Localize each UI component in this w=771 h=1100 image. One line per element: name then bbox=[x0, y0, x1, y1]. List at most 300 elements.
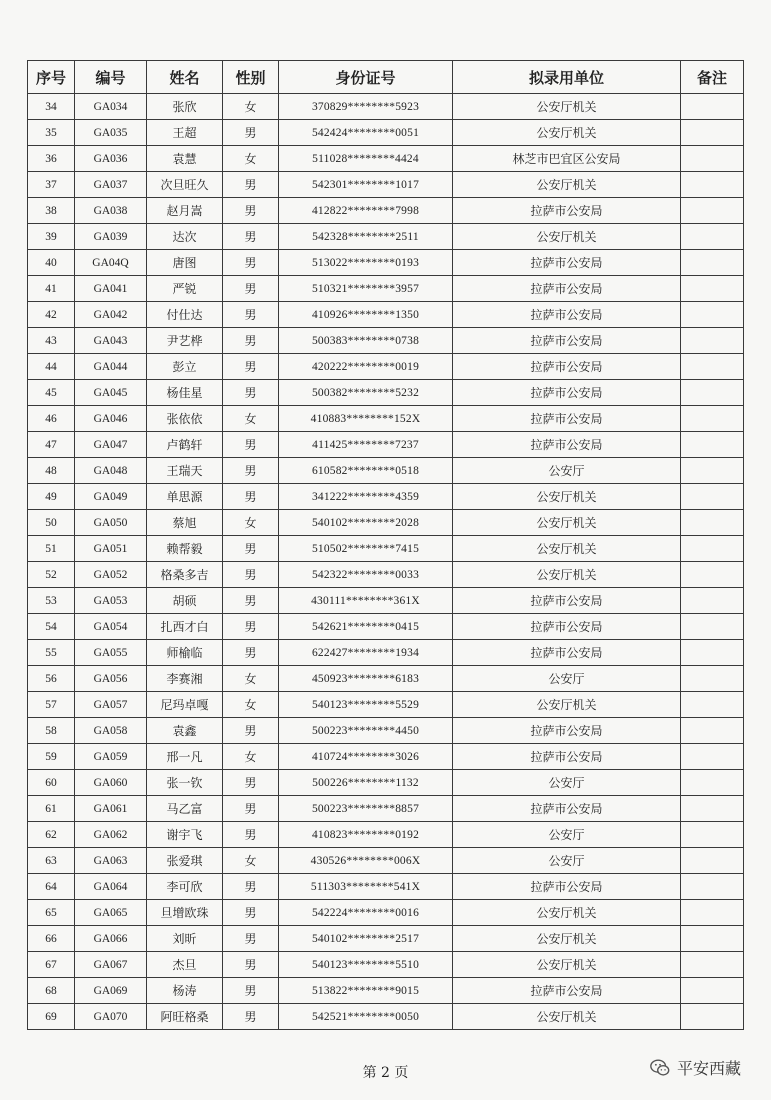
table-row bbox=[28, 302, 744, 328]
cell-unit: 公安厅机关 bbox=[453, 172, 681, 198]
cell-name: 王瑞天 bbox=[147, 458, 223, 484]
cell-name: 王超 bbox=[147, 120, 223, 146]
cell-idcard: 622427********1934 bbox=[279, 640, 453, 666]
cell-gender: 男 bbox=[223, 1004, 279, 1030]
cell-gender: 男 bbox=[223, 484, 279, 510]
cell-remarks bbox=[681, 1004, 744, 1030]
watermark bbox=[649, 1056, 741, 1079]
cell-remarks bbox=[681, 848, 744, 874]
table-row bbox=[28, 172, 744, 198]
cell-gender: 男 bbox=[223, 276, 279, 302]
cell-code: GA035 bbox=[75, 120, 147, 146]
cell-unit: 拉萨市公安局 bbox=[453, 328, 681, 354]
table-row bbox=[28, 94, 744, 120]
cell-name: 邢一凡 bbox=[147, 744, 223, 770]
cell-name: 单思源 bbox=[147, 484, 223, 510]
cell-idcard: 510502********7415 bbox=[279, 536, 453, 562]
table-row bbox=[28, 276, 744, 302]
cell-name: 赖帮毅 bbox=[147, 536, 223, 562]
cell-remarks bbox=[681, 536, 744, 562]
cell-gender: 男 bbox=[223, 536, 279, 562]
cell-code: GA051 bbox=[75, 536, 147, 562]
cell-seq: 43 bbox=[28, 328, 75, 354]
cell-remarks bbox=[681, 146, 744, 172]
cell-name: 唐图 bbox=[147, 250, 223, 276]
cell-code: GA066 bbox=[75, 926, 147, 952]
cell-unit: 公安厅机关 bbox=[453, 94, 681, 120]
table-row bbox=[28, 614, 744, 640]
cell-remarks bbox=[681, 198, 744, 224]
cell-seq: 65 bbox=[28, 900, 75, 926]
cell-unit: 拉萨市公安局 bbox=[453, 276, 681, 302]
cell-seq: 48 bbox=[28, 458, 75, 484]
cell-unit: 公安厅机关 bbox=[453, 952, 681, 978]
cell-code: GA056 bbox=[75, 666, 147, 692]
cell-idcard: 540102********2028 bbox=[279, 510, 453, 536]
cell-name: 张一钦 bbox=[147, 770, 223, 796]
cell-code: GA057 bbox=[75, 692, 147, 718]
cell-remarks bbox=[681, 328, 744, 354]
table-row bbox=[28, 822, 744, 848]
cell-name: 扎西才白 bbox=[147, 614, 223, 640]
cell-gender: 男 bbox=[223, 640, 279, 666]
cell-gender: 女 bbox=[223, 406, 279, 432]
cell-code: GA049 bbox=[75, 484, 147, 510]
cell-idcard: 513022********0193 bbox=[279, 250, 453, 276]
table-row bbox=[28, 926, 744, 952]
cell-seq: 57 bbox=[28, 692, 75, 718]
cell-idcard: 410724********3026 bbox=[279, 744, 453, 770]
table-header-row bbox=[28, 61, 744, 94]
cell-remarks bbox=[681, 874, 744, 900]
cell-code: GA045 bbox=[75, 380, 147, 406]
cell-idcard: 511028********4424 bbox=[279, 146, 453, 172]
cell-remarks bbox=[681, 302, 744, 328]
cell-seq: 49 bbox=[28, 484, 75, 510]
cell-idcard: 500223********8857 bbox=[279, 796, 453, 822]
cell-name: 杨佳星 bbox=[147, 380, 223, 406]
cell-code: GA054 bbox=[75, 614, 147, 640]
cell-unit: 拉萨市公安局 bbox=[453, 744, 681, 770]
cell-unit: 拉萨市公安局 bbox=[453, 718, 681, 744]
cell-gender: 男 bbox=[223, 952, 279, 978]
cell-idcard: 610582********0518 bbox=[279, 458, 453, 484]
cell-name: 刘昕 bbox=[147, 926, 223, 952]
cell-seq: 45 bbox=[28, 380, 75, 406]
cell-unit: 拉萨市公安局 bbox=[453, 614, 681, 640]
header-gender: 性别 bbox=[223, 61, 279, 94]
cell-idcard: 542521********0050 bbox=[279, 1004, 453, 1030]
cell-gender: 男 bbox=[223, 198, 279, 224]
cell-unit: 拉萨市公安局 bbox=[453, 302, 681, 328]
table-row bbox=[28, 1004, 744, 1030]
cell-idcard: 540123********5510 bbox=[279, 952, 453, 978]
cell-remarks bbox=[681, 770, 744, 796]
cell-idcard: 542322********0033 bbox=[279, 562, 453, 588]
table-row bbox=[28, 510, 744, 536]
cell-seq: 34 bbox=[28, 94, 75, 120]
cell-remarks bbox=[681, 120, 744, 146]
cell-seq: 58 bbox=[28, 718, 75, 744]
cell-name: 李可欣 bbox=[147, 874, 223, 900]
header-unit: 拟录用单位 bbox=[453, 61, 681, 94]
cell-remarks bbox=[681, 614, 744, 640]
cell-remarks bbox=[681, 952, 744, 978]
cell-gender: 男 bbox=[223, 874, 279, 900]
cell-remarks bbox=[681, 718, 744, 744]
table-row bbox=[28, 120, 744, 146]
cell-seq: 44 bbox=[28, 354, 75, 380]
cell-name: 蔡旭 bbox=[147, 510, 223, 536]
table-row bbox=[28, 588, 744, 614]
cell-name: 卢鹤轩 bbox=[147, 432, 223, 458]
table-row bbox=[28, 666, 744, 692]
cell-seq: 63 bbox=[28, 848, 75, 874]
cell-code: GA067 bbox=[75, 952, 147, 978]
table-row bbox=[28, 484, 744, 510]
cell-code: GA042 bbox=[75, 302, 147, 328]
cell-remarks bbox=[681, 406, 744, 432]
cell-unit: 拉萨市公安局 bbox=[453, 380, 681, 406]
cell-idcard: 500383********0738 bbox=[279, 328, 453, 354]
cell-gender: 男 bbox=[223, 432, 279, 458]
cell-code: GA050 bbox=[75, 510, 147, 536]
cell-idcard: 410926********1350 bbox=[279, 302, 453, 328]
cell-seq: 50 bbox=[28, 510, 75, 536]
cell-name: 李赛湘 bbox=[147, 666, 223, 692]
cell-seq: 51 bbox=[28, 536, 75, 562]
cell-unit: 拉萨市公安局 bbox=[453, 198, 681, 224]
table-row bbox=[28, 354, 744, 380]
cell-idcard: 412822********7998 bbox=[279, 198, 453, 224]
cell-gender: 男 bbox=[223, 926, 279, 952]
cell-remarks bbox=[681, 458, 744, 484]
cell-code: GA044 bbox=[75, 354, 147, 380]
cell-seq: 52 bbox=[28, 562, 75, 588]
cell-unit: 拉萨市公安局 bbox=[453, 406, 681, 432]
cell-idcard: 513822********9015 bbox=[279, 978, 453, 1004]
cell-idcard: 450923********6183 bbox=[279, 666, 453, 692]
cell-remarks bbox=[681, 562, 744, 588]
header-remarks: 备注 bbox=[681, 61, 744, 94]
cell-idcard: 540123********5529 bbox=[279, 692, 453, 718]
cell-remarks bbox=[681, 510, 744, 536]
cell-unit: 拉萨市公安局 bbox=[453, 432, 681, 458]
table-row bbox=[28, 796, 744, 822]
cell-code: GA048 bbox=[75, 458, 147, 484]
cell-idcard: 420222********0019 bbox=[279, 354, 453, 380]
header-id-number: 身份证号 bbox=[279, 61, 453, 94]
cell-idcard: 540102********2517 bbox=[279, 926, 453, 952]
cell-unit: 公安厅 bbox=[453, 848, 681, 874]
cell-remarks bbox=[681, 926, 744, 952]
cell-remarks bbox=[681, 172, 744, 198]
cell-code: GA043 bbox=[75, 328, 147, 354]
cell-remarks bbox=[681, 666, 744, 692]
cell-idcard: 510321********3957 bbox=[279, 276, 453, 302]
cell-gender: 男 bbox=[223, 302, 279, 328]
cell-gender: 男 bbox=[223, 328, 279, 354]
cell-seq: 46 bbox=[28, 406, 75, 432]
cell-gender: 男 bbox=[223, 380, 279, 406]
cell-name: 严锐 bbox=[147, 276, 223, 302]
cell-remarks bbox=[681, 484, 744, 510]
cell-seq: 39 bbox=[28, 224, 75, 250]
cell-code: GA063 bbox=[75, 848, 147, 874]
cell-remarks bbox=[681, 250, 744, 276]
cell-seq: 66 bbox=[28, 926, 75, 952]
cell-seq: 54 bbox=[28, 614, 75, 640]
cell-code: GA038 bbox=[75, 198, 147, 224]
cell-idcard: 430526********006X bbox=[279, 848, 453, 874]
cell-unit: 拉萨市公安局 bbox=[453, 354, 681, 380]
table-row bbox=[28, 380, 744, 406]
cell-name: 赵月嵩 bbox=[147, 198, 223, 224]
table-row bbox=[28, 536, 744, 562]
cell-code: GA04Q bbox=[75, 250, 147, 276]
header-name: 姓名 bbox=[147, 61, 223, 94]
cell-name: 杨涛 bbox=[147, 978, 223, 1004]
cell-name: 袁鑫 bbox=[147, 718, 223, 744]
cell-gender: 男 bbox=[223, 900, 279, 926]
cell-seq: 62 bbox=[28, 822, 75, 848]
cell-name: 谢宇飞 bbox=[147, 822, 223, 848]
cell-code: GA062 bbox=[75, 822, 147, 848]
cell-code: GA036 bbox=[75, 146, 147, 172]
watermark-text: 平安西藏 bbox=[676, 1059, 741, 1078]
cell-seq: 36 bbox=[28, 146, 75, 172]
cell-code: GA041 bbox=[75, 276, 147, 302]
cell-name: 胡硕 bbox=[147, 588, 223, 614]
cell-code: GA047 bbox=[75, 432, 147, 458]
cell-unit: 公安厅机关 bbox=[453, 692, 681, 718]
cell-gender: 女 bbox=[223, 744, 279, 770]
roster-table bbox=[27, 60, 744, 1030]
header-seq: 序号 bbox=[28, 61, 75, 94]
cell-idcard: 542424********0051 bbox=[279, 120, 453, 146]
cell-code: GA061 bbox=[75, 796, 147, 822]
cell-unit: 公安厅 bbox=[453, 770, 681, 796]
cell-seq: 69 bbox=[28, 1004, 75, 1030]
cell-seq: 37 bbox=[28, 172, 75, 198]
table-row bbox=[28, 718, 744, 744]
cell-code: GA059 bbox=[75, 744, 147, 770]
table-row bbox=[28, 146, 744, 172]
cell-gender: 男 bbox=[223, 562, 279, 588]
cell-code: GA039 bbox=[75, 224, 147, 250]
table-row bbox=[28, 406, 744, 432]
cell-gender: 女 bbox=[223, 94, 279, 120]
page-number: 第 2 页 bbox=[362, 1065, 409, 1081]
cell-idcard: 542301********1017 bbox=[279, 172, 453, 198]
cell-gender: 女 bbox=[223, 692, 279, 718]
cell-name: 达次 bbox=[147, 224, 223, 250]
cell-idcard: 542621********0415 bbox=[279, 614, 453, 640]
cell-remarks bbox=[681, 796, 744, 822]
cell-unit: 公安厅机关 bbox=[453, 1004, 681, 1030]
cell-gender: 男 bbox=[223, 978, 279, 1004]
cell-code: GA070 bbox=[75, 1004, 147, 1030]
cell-name: 张欣 bbox=[147, 94, 223, 120]
cell-remarks bbox=[681, 900, 744, 926]
cell-unit: 公安厅机关 bbox=[453, 510, 681, 536]
cell-gender: 女 bbox=[223, 848, 279, 874]
cell-idcard: 410823********0192 bbox=[279, 822, 453, 848]
cell-code: GA052 bbox=[75, 562, 147, 588]
cell-name: 张爱琪 bbox=[147, 848, 223, 874]
cell-gender: 男 bbox=[223, 614, 279, 640]
cell-idcard: 511303********541X bbox=[279, 874, 453, 900]
cell-name: 尼玛卓嘎 bbox=[147, 692, 223, 718]
cell-seq: 68 bbox=[28, 978, 75, 1004]
cell-code: GA060 bbox=[75, 770, 147, 796]
cell-code: GA065 bbox=[75, 900, 147, 926]
cell-remarks bbox=[681, 588, 744, 614]
cell-gender: 女 bbox=[223, 666, 279, 692]
cell-gender: 男 bbox=[223, 796, 279, 822]
table-row bbox=[28, 432, 744, 458]
cell-name: 格桑多吉 bbox=[147, 562, 223, 588]
cell-code: GA064 bbox=[75, 874, 147, 900]
cell-seq: 35 bbox=[28, 120, 75, 146]
cell-seq: 42 bbox=[28, 302, 75, 328]
table-row bbox=[28, 848, 744, 874]
cell-seq: 60 bbox=[28, 770, 75, 796]
table-row bbox=[28, 874, 744, 900]
cell-code: GA053 bbox=[75, 588, 147, 614]
cell-seq: 38 bbox=[28, 198, 75, 224]
table-row bbox=[28, 952, 744, 978]
cell-seq: 61 bbox=[28, 796, 75, 822]
cell-seq: 64 bbox=[28, 874, 75, 900]
cell-remarks bbox=[681, 692, 744, 718]
cell-idcard: 370829********5923 bbox=[279, 94, 453, 120]
cell-unit: 拉萨市公安局 bbox=[453, 978, 681, 1004]
cell-gender: 男 bbox=[223, 250, 279, 276]
cell-gender: 男 bbox=[223, 822, 279, 848]
cell-name: 杰旦 bbox=[147, 952, 223, 978]
cell-gender: 男 bbox=[223, 172, 279, 198]
cell-idcard: 430111********361X bbox=[279, 588, 453, 614]
table-row bbox=[28, 770, 744, 796]
header-code: 编号 bbox=[75, 61, 147, 94]
table-row bbox=[28, 250, 744, 276]
cell-unit: 公安厅机关 bbox=[453, 224, 681, 250]
cell-unit: 拉萨市公安局 bbox=[453, 588, 681, 614]
cell-unit: 公安厅机关 bbox=[453, 926, 681, 952]
table-row bbox=[28, 458, 744, 484]
cell-seq: 55 bbox=[28, 640, 75, 666]
cell-gender: 女 bbox=[223, 146, 279, 172]
cell-remarks bbox=[681, 640, 744, 666]
cell-idcard: 410883********152X bbox=[279, 406, 453, 432]
cell-gender: 男 bbox=[223, 588, 279, 614]
cell-idcard: 500223********4450 bbox=[279, 718, 453, 744]
table-row bbox=[28, 692, 744, 718]
cell-code: GA037 bbox=[75, 172, 147, 198]
cell-idcard: 341222********4359 bbox=[279, 484, 453, 510]
cell-gender: 男 bbox=[223, 354, 279, 380]
cell-name: 阿旺格桑 bbox=[147, 1004, 223, 1030]
cell-seq: 41 bbox=[28, 276, 75, 302]
cell-unit: 林芝市巴宜区公安局 bbox=[453, 146, 681, 172]
cell-remarks bbox=[681, 94, 744, 120]
cell-remarks bbox=[681, 744, 744, 770]
cell-unit: 公安厅 bbox=[453, 458, 681, 484]
cell-gender: 男 bbox=[223, 718, 279, 744]
cell-idcard: 500382********5232 bbox=[279, 380, 453, 406]
cell-unit: 公安厅 bbox=[453, 666, 681, 692]
cell-unit: 公安厅机关 bbox=[453, 484, 681, 510]
cell-unit: 公安厅机关 bbox=[453, 120, 681, 146]
cell-name: 次旦旺久 bbox=[147, 172, 223, 198]
cell-idcard: 500226********1132 bbox=[279, 770, 453, 796]
cell-unit: 公安厅机关 bbox=[453, 562, 681, 588]
cell-seq: 40 bbox=[28, 250, 75, 276]
cell-name: 彭立 bbox=[147, 354, 223, 380]
table-row bbox=[28, 744, 744, 770]
cell-unit: 公安厅 bbox=[453, 822, 681, 848]
cell-remarks bbox=[681, 354, 744, 380]
cell-remarks bbox=[681, 224, 744, 250]
table-row bbox=[28, 198, 744, 224]
table-row bbox=[28, 900, 744, 926]
cell-name: 尹艺桦 bbox=[147, 328, 223, 354]
cell-gender: 男 bbox=[223, 224, 279, 250]
cell-seq: 67 bbox=[28, 952, 75, 978]
cell-name: 旦增欧珠 bbox=[147, 900, 223, 926]
cell-name: 袁慧 bbox=[147, 146, 223, 172]
cell-unit: 拉萨市公安局 bbox=[453, 640, 681, 666]
table-row bbox=[28, 640, 744, 666]
cell-remarks bbox=[681, 432, 744, 458]
cell-code: GA069 bbox=[75, 978, 147, 1004]
cell-code: GA034 bbox=[75, 94, 147, 120]
cell-unit: 公安厅机关 bbox=[453, 536, 681, 562]
cell-name: 付仕达 bbox=[147, 302, 223, 328]
cell-name: 马乙富 bbox=[147, 796, 223, 822]
cell-idcard: 542224********0016 bbox=[279, 900, 453, 926]
cell-gender: 女 bbox=[223, 510, 279, 536]
cell-unit: 公安厅机关 bbox=[453, 900, 681, 926]
cell-seq: 56 bbox=[28, 666, 75, 692]
cell-gender: 男 bbox=[223, 770, 279, 796]
cell-idcard: 542328********2511 bbox=[279, 224, 453, 250]
table-row bbox=[28, 328, 744, 354]
table-row bbox=[28, 224, 744, 250]
cell-remarks bbox=[681, 822, 744, 848]
cell-unit: 拉萨市公安局 bbox=[453, 796, 681, 822]
cell-code: GA058 bbox=[75, 718, 147, 744]
cell-name: 张依依 bbox=[147, 406, 223, 432]
cell-seq: 59 bbox=[28, 744, 75, 770]
cell-gender: 男 bbox=[223, 120, 279, 146]
cell-name: 师榆临 bbox=[147, 640, 223, 666]
table-row bbox=[28, 562, 744, 588]
cell-idcard: 411425********7237 bbox=[279, 432, 453, 458]
cell-code: GA055 bbox=[75, 640, 147, 666]
cell-code: GA046 bbox=[75, 406, 147, 432]
wechat-icon bbox=[649, 1057, 671, 1079]
cell-remarks bbox=[681, 380, 744, 406]
cell-remarks bbox=[681, 978, 744, 1004]
cell-unit: 拉萨市公安局 bbox=[453, 874, 681, 900]
table-row bbox=[28, 978, 744, 1004]
cell-seq: 47 bbox=[28, 432, 75, 458]
cell-remarks bbox=[681, 276, 744, 302]
roster-body bbox=[28, 94, 744, 1030]
cell-seq: 53 bbox=[28, 588, 75, 614]
